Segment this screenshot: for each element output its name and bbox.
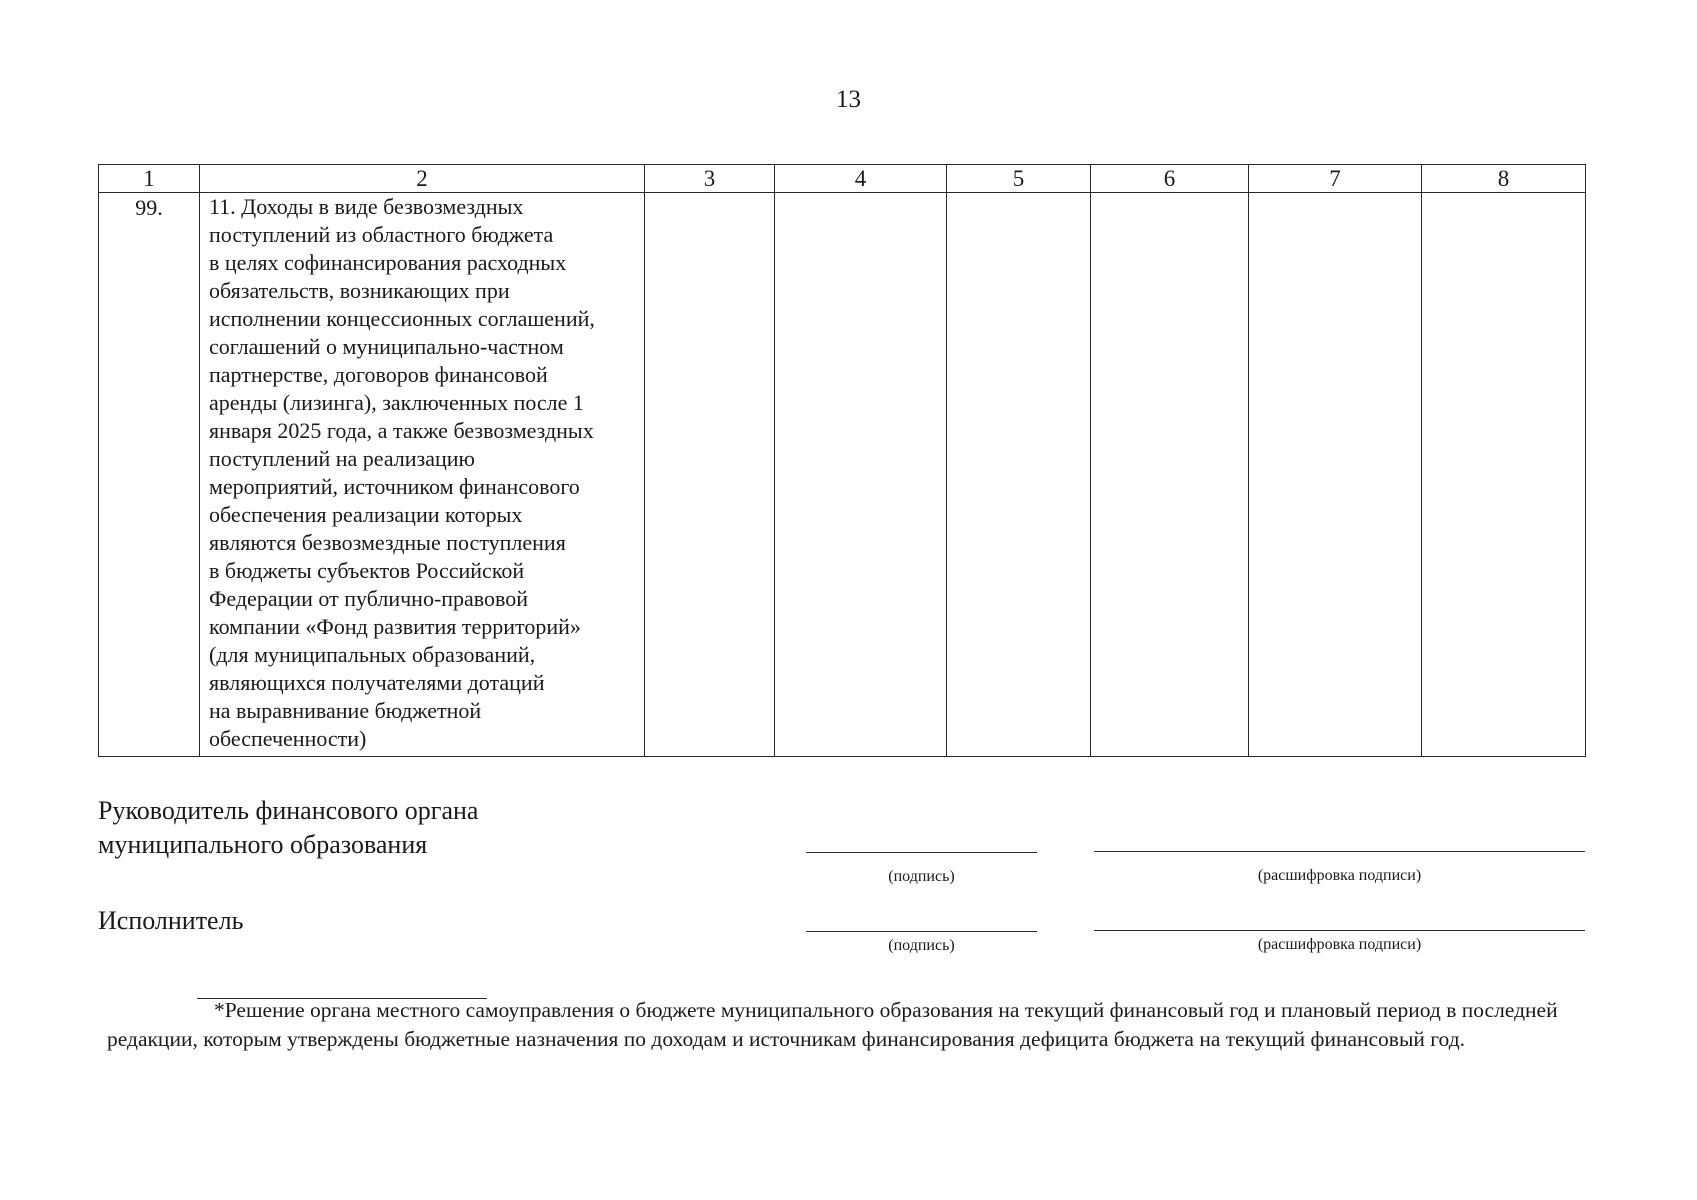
column-header-3: 3 bbox=[645, 165, 775, 193]
executor-signature-caption: (подпись) bbox=[888, 937, 955, 954]
page-number: 13 bbox=[836, 86, 861, 113]
report-table bbox=[98, 164, 1586, 757]
executor-decoding-caption: (расшифровка подписи) bbox=[1257, 936, 1422, 953]
row-cell-col4 bbox=[775, 193, 947, 757]
head-decoding-line bbox=[1094, 851, 1585, 852]
footnote-text: *Решение органа местного самоуправления о бюджете муниципального образования на текущий финансовый год и плановый период в последней редакции, которым утверждены бюджетные назначения по доходам и источникам финансирования дефицита бюджета на текущий финансовый год. bbox=[107, 998, 1558, 1051]
column-header-5: 5 bbox=[947, 165, 1091, 193]
executor-decoding-line bbox=[1094, 930, 1585, 931]
column-header-7: 7 bbox=[1249, 165, 1422, 193]
row-cell-col6 bbox=[1091, 193, 1249, 757]
column-header-1: 1 bbox=[99, 165, 200, 193]
executor-title: Исполнитель bbox=[98, 906, 244, 935]
row-cell-col3 bbox=[645, 193, 775, 757]
column-header-6: 6 bbox=[1091, 165, 1249, 193]
column-header-4: 4 bbox=[775, 165, 947, 193]
row-number-cell: 99. bbox=[99, 193, 200, 757]
head-signature-line bbox=[806, 852, 1037, 853]
row-cell-col5 bbox=[947, 193, 1091, 757]
head-decoding-caption: (расшифровка подписи) bbox=[1257, 867, 1422, 884]
row-description-cell: 11. Доходы в виде безвозмездных поступлений из областного бюджета в целях софинансирования расходных обязательств, возникающих при исполнении концессионных соглашений, соглашений о муниципально-частном партнерстве, договоров финансовой аренды (лизинга), заключенных после 1 января 2025 года, а также безвозмездных поступлений на реализацию мероприятий, источником финансового обеспечения реализации которых являются безвозмездные поступления в бюджеты субъектов Российской Федерации от публично-правовой компании «Фонд развития территорий» (для муниципальных образований, являющихся получателями дотаций на выравнивание бюджетной обеспеченности) bbox=[200, 193, 645, 757]
executor-signature-line bbox=[806, 931, 1037, 932]
head-signatory-title: Руководитель финансового органа муниципального образования bbox=[98, 796, 479, 859]
table-header-row bbox=[99, 165, 1586, 193]
column-header-8: 8 bbox=[1422, 165, 1586, 193]
row-cell-col7 bbox=[1249, 193, 1422, 757]
column-header-2: 2 bbox=[200, 165, 645, 193]
row-cell-col8 bbox=[1422, 193, 1586, 757]
table-row bbox=[99, 193, 1586, 757]
head-signature-caption: (подпись) bbox=[888, 868, 955, 885]
